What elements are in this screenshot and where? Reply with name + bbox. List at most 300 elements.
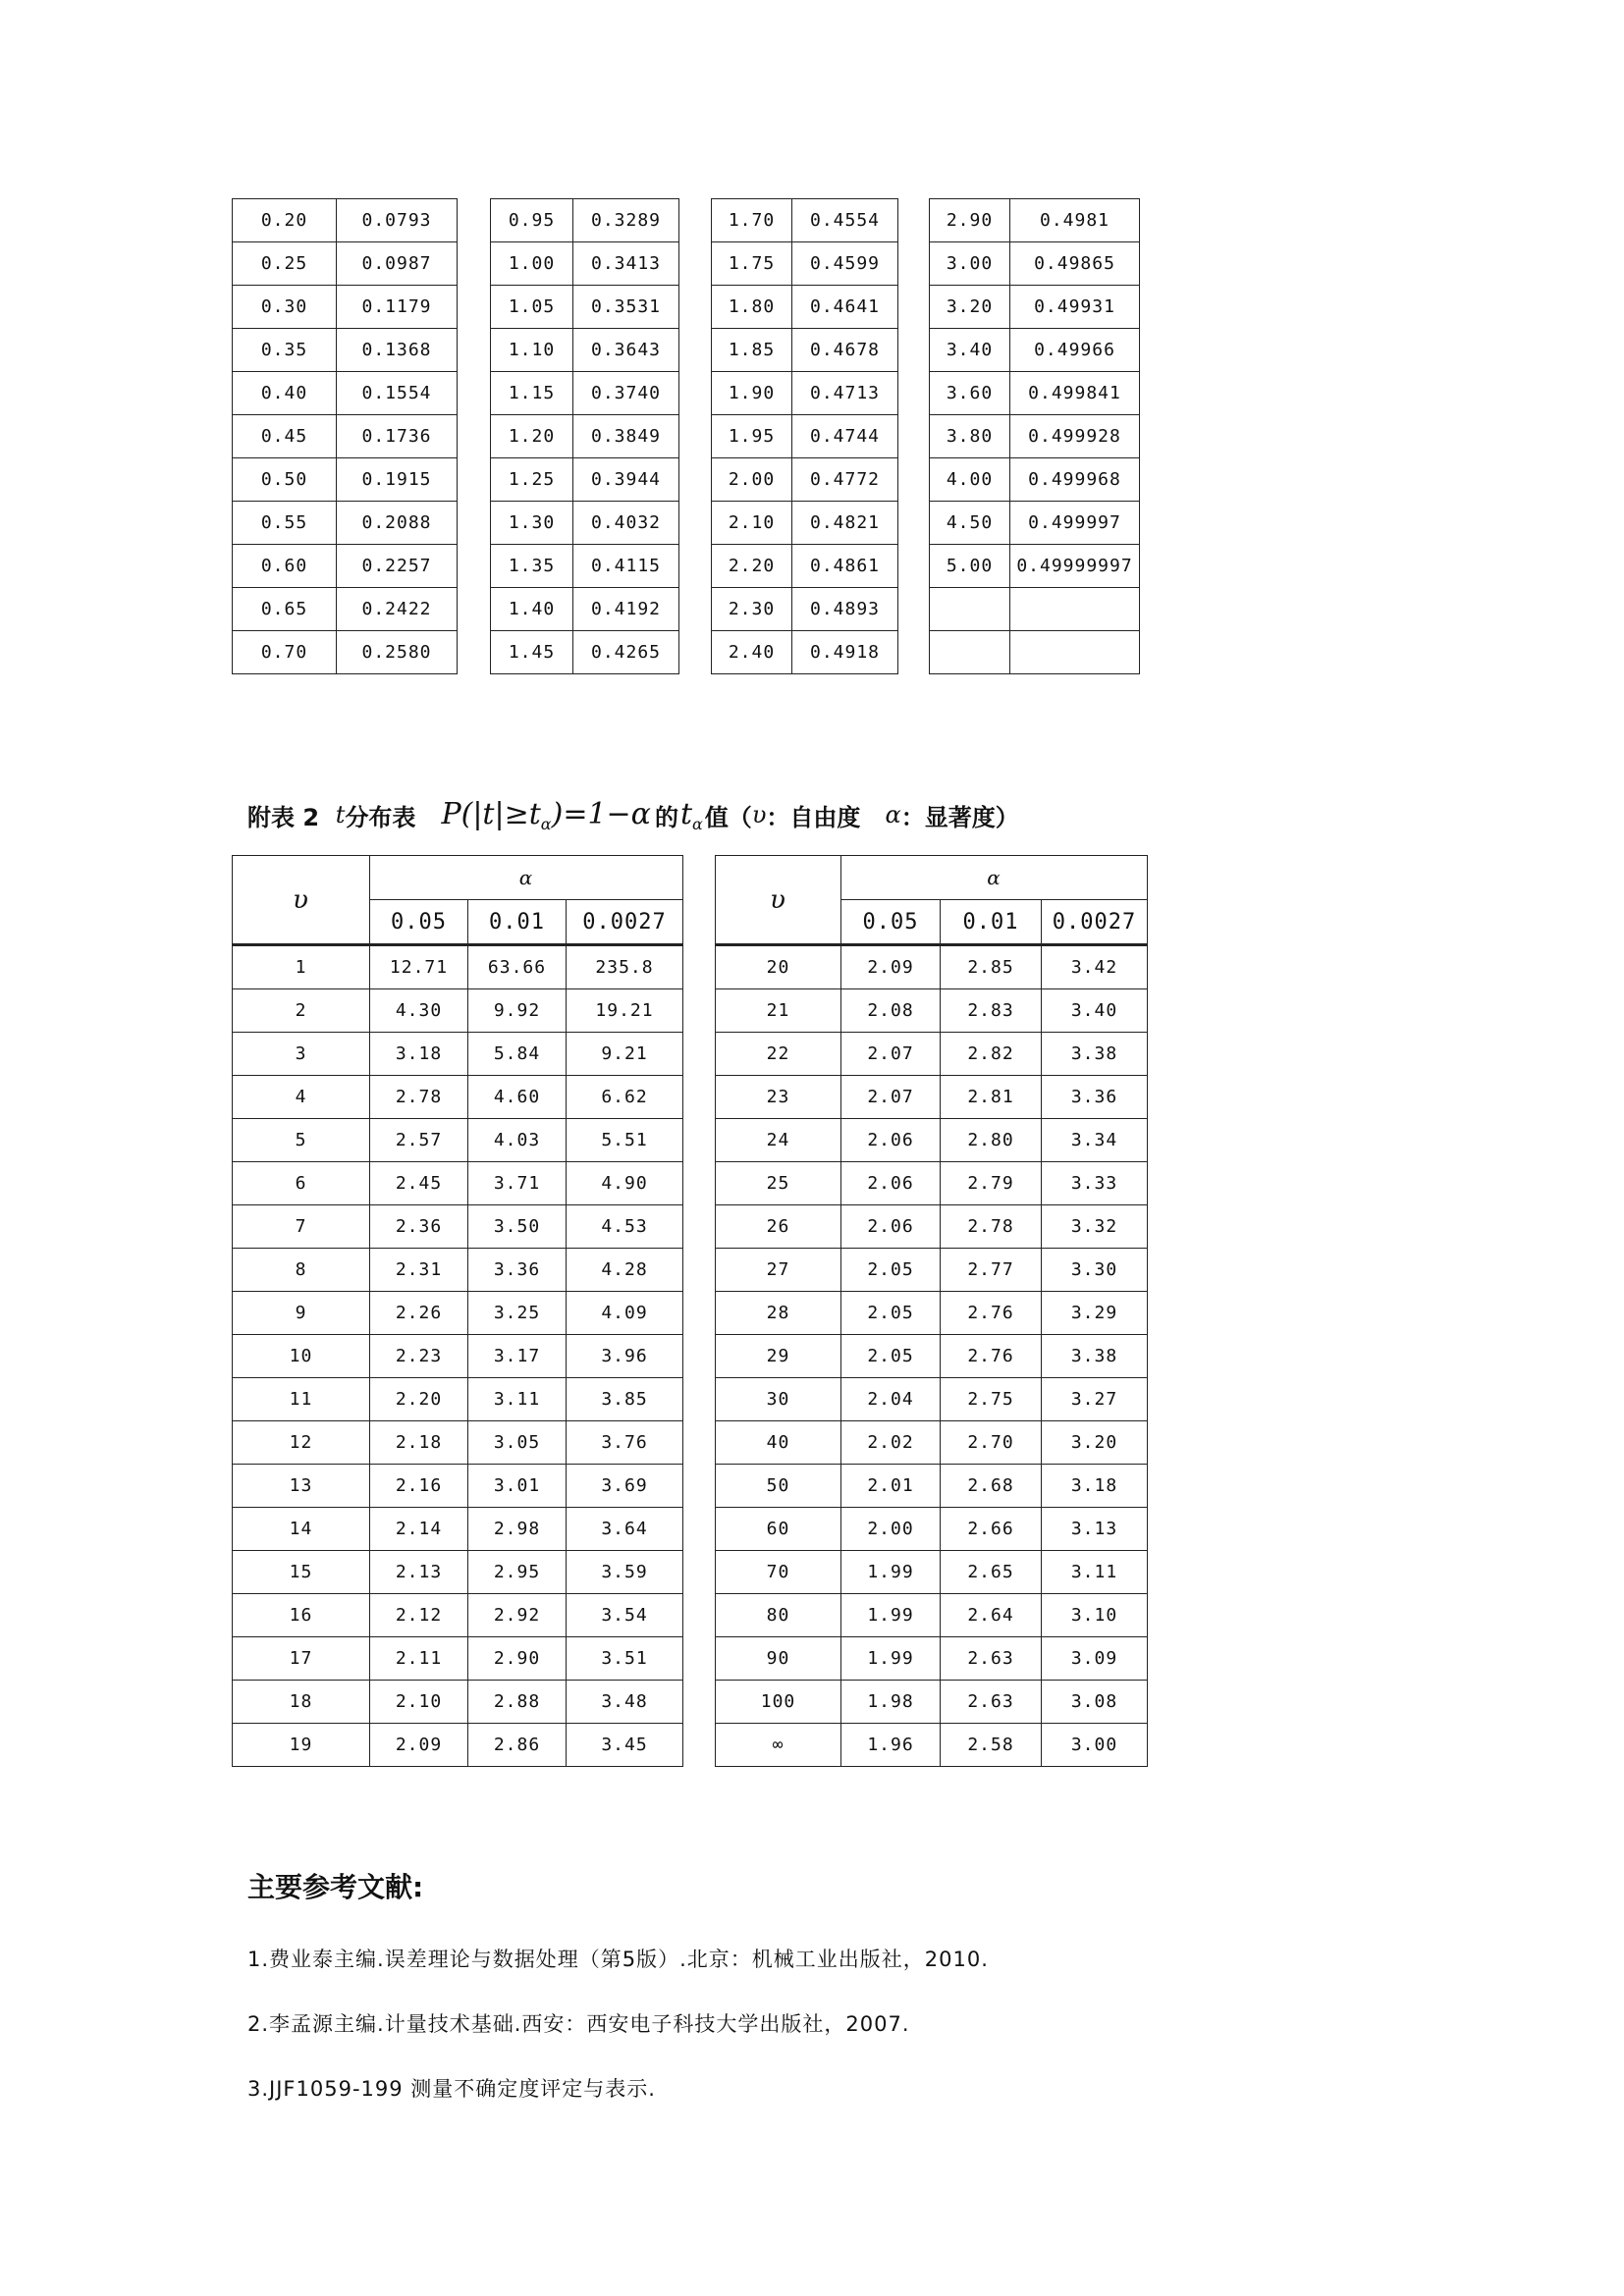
- table-row: [233, 1421, 1148, 1465]
- z-value-cell: 0.20: [233, 199, 337, 242]
- references-heading: 主要参考文献:: [247, 1871, 424, 1903]
- t-value-cell: 3.25: [468, 1292, 567, 1335]
- probability-cell: 0.4115: [573, 545, 679, 588]
- dof-cell: 7: [233, 1205, 370, 1249]
- z-value-cell: 0.65: [233, 588, 337, 631]
- caption-title: 分布表: [345, 803, 416, 831]
- t-value-cell: 4.60: [468, 1076, 567, 1119]
- table-separator: [458, 458, 491, 502]
- probability-cell: 0.4744: [792, 415, 898, 458]
- dof-cell: 8: [233, 1249, 370, 1292]
- probability-cell: 0.4772: [792, 458, 898, 502]
- dof-cell: 5: [233, 1119, 370, 1162]
- z-value-cell: [930, 588, 1010, 631]
- z-value-cell: 1.40: [491, 588, 573, 631]
- t-value-cell: 3.36: [468, 1249, 567, 1292]
- z-value-cell: 4.50: [930, 502, 1010, 545]
- caption-value: 值（: [704, 803, 752, 831]
- t-value-cell: 3.18: [1042, 1465, 1148, 1508]
- caption-t: t: [335, 801, 346, 828]
- table-separator: [458, 631, 491, 674]
- t-value-cell: 1.99: [841, 1551, 941, 1594]
- t-value-cell: 3.51: [567, 1637, 683, 1681]
- alpha-header-left: α: [370, 856, 683, 900]
- t-value-cell: 2.76: [941, 1335, 1042, 1378]
- probability-cell: 0.4032: [573, 502, 679, 545]
- z-value-cell: 2.00: [712, 458, 792, 502]
- t-value-cell: 2.68: [941, 1465, 1042, 1508]
- table-row: [233, 1119, 1148, 1162]
- probability-cell: 0.3643: [573, 329, 679, 372]
- table-separator: [458, 286, 491, 329]
- probability-cell: 0.1179: [337, 286, 458, 329]
- t-value-cell: 4.90: [567, 1162, 683, 1205]
- dof-cell: 19: [233, 1724, 370, 1767]
- table-separator: [898, 372, 930, 415]
- t-value-cell: 2.06: [841, 1205, 941, 1249]
- t-value-cell: 2.45: [370, 1162, 468, 1205]
- dof-cell: 6: [233, 1162, 370, 1205]
- t-value-cell: 19.21: [567, 989, 683, 1033]
- t-value-cell: 3.50: [468, 1205, 567, 1249]
- z-value-cell: 1.45: [491, 631, 573, 674]
- table-row: [233, 1335, 1148, 1378]
- table-separator: [679, 242, 712, 286]
- t-value-cell: 2.88: [468, 1681, 567, 1724]
- table-separator: [898, 588, 930, 631]
- dof-cell: 16: [233, 1594, 370, 1637]
- probability-cell: 0.3944: [573, 458, 679, 502]
- t-value-cell: 2.64: [941, 1594, 1042, 1637]
- z-value-cell: 0.25: [233, 242, 337, 286]
- alpha-level-0.05-right: 0.05: [841, 900, 941, 945]
- t-value-cell: 2.83: [941, 989, 1042, 1033]
- table-row: [233, 1162, 1148, 1205]
- dof-cell: 9: [233, 1292, 370, 1335]
- formula-rest: )=1−α: [551, 796, 651, 831]
- dof-cell: 12: [233, 1421, 370, 1465]
- z-value-cell: 1.35: [491, 545, 573, 588]
- t-value-cell: 3.59: [567, 1551, 683, 1594]
- t-value-cell: 2.10: [370, 1681, 468, 1724]
- t-value-cell: 2.78: [370, 1076, 468, 1119]
- caption-de: 的: [654, 803, 678, 831]
- probability-cell: 0.49865: [1010, 242, 1140, 286]
- caption-alpha-desc: ：显著度）: [900, 803, 1019, 831]
- z-value-cell: 2.20: [712, 545, 792, 588]
- alpha-level-0.01-right: 0.01: [941, 900, 1042, 945]
- t-value-cell: 3.71: [468, 1162, 567, 1205]
- z-value-cell: 0.45: [233, 415, 337, 458]
- t-value-cell: 3.45: [567, 1724, 683, 1767]
- probability-cell: 0.1736: [337, 415, 458, 458]
- dof-cell: 90: [716, 1637, 841, 1681]
- t-value-cell: 1.99: [841, 1637, 941, 1681]
- z-value-cell: 5.00: [930, 545, 1010, 588]
- t-value-cell: 2.57: [370, 1119, 468, 1162]
- dof-cell: 18: [233, 1681, 370, 1724]
- t-value-cell: 2.86: [468, 1724, 567, 1767]
- table-separator: [679, 631, 712, 674]
- t-value-cell: 3.42: [1042, 945, 1148, 989]
- z-value-cell: 1.00: [491, 242, 573, 286]
- t-value-cell: 2.18: [370, 1421, 468, 1465]
- z-value-cell: 0.30: [233, 286, 337, 329]
- table-separator: [683, 1637, 716, 1681]
- t-value-cell: 3.96: [567, 1335, 683, 1378]
- dof-cell: 70: [716, 1551, 841, 1594]
- table-row: [233, 415, 1140, 458]
- t-value-cell: 12.71: [370, 945, 468, 989]
- t-value-cell: 2.65: [941, 1551, 1042, 1594]
- dof-cell: 11: [233, 1378, 370, 1421]
- z-value-cell: 0.50: [233, 458, 337, 502]
- table-separator: [683, 1681, 716, 1724]
- dof-cell: 2: [233, 989, 370, 1033]
- table-separator: [683, 1249, 716, 1292]
- probability-cell: [1010, 631, 1140, 674]
- z-value-cell: 1.90: [712, 372, 792, 415]
- table-separator: [683, 945, 716, 989]
- table-separator: [683, 1724, 716, 1767]
- t-value-cell: 4.53: [567, 1205, 683, 1249]
- t-value-cell: 2.16: [370, 1465, 468, 1508]
- reference-item-1: 1.费业泰主编.误差理论与数据处理（第5版）.北京：机械工业出版社，2010.: [247, 1948, 989, 1971]
- formula-sub: α: [540, 814, 552, 833]
- t-value-cell: 3.18: [370, 1033, 468, 1076]
- table-separator: [898, 329, 930, 372]
- table-separator: [683, 1465, 716, 1508]
- z-value-cell: 1.30: [491, 502, 573, 545]
- table-separator: [458, 502, 491, 545]
- z-value-cell: 3.20: [930, 286, 1010, 329]
- t-value-cell: 2.92: [468, 1594, 567, 1637]
- dof-cell: 10: [233, 1335, 370, 1378]
- z-value-cell: 1.10: [491, 329, 573, 372]
- alpha-level-0.0027-right: 0.0027: [1042, 900, 1148, 945]
- t-value-cell: 6.62: [567, 1076, 683, 1119]
- caption-nu-desc: ：自由度: [766, 803, 861, 831]
- t-value-cell: 3.34: [1042, 1119, 1148, 1162]
- t-value-cell: 2.70: [941, 1421, 1042, 1465]
- probability-cell: [1010, 588, 1140, 631]
- t-value-cell: 3.20: [1042, 1421, 1148, 1465]
- t-value-cell: 2.20: [370, 1378, 468, 1421]
- t-value-cell: 2.04: [841, 1378, 941, 1421]
- caption-sub2: α: [692, 814, 703, 833]
- t-value-cell: 235.8: [567, 945, 683, 989]
- table-row: [233, 989, 1148, 1033]
- t-value-cell: 2.02: [841, 1421, 941, 1465]
- table-row: [233, 1249, 1148, 1292]
- table-row: [233, 1637, 1148, 1681]
- probability-cell: 0.0987: [337, 242, 458, 286]
- t-value-cell: 3.36: [1042, 1076, 1148, 1119]
- z-value-cell: 1.70: [712, 199, 792, 242]
- table-separator: [458, 545, 491, 588]
- dof-cell: 22: [716, 1033, 841, 1076]
- t-value-cell: 2.63: [941, 1681, 1042, 1724]
- probability-cell: 0.0793: [337, 199, 458, 242]
- caption-nu: υ: [751, 801, 767, 828]
- table-separator: [679, 372, 712, 415]
- probability-cell: 0.4641: [792, 286, 898, 329]
- t-value-cell: 2.09: [841, 945, 941, 989]
- t-value-cell: 2.76: [941, 1292, 1042, 1335]
- table-row: [233, 588, 1140, 631]
- caption-alpha: α: [885, 801, 901, 828]
- t-value-cell: 3.76: [567, 1421, 683, 1465]
- z-value-cell: 1.75: [712, 242, 792, 286]
- probability-cell: 0.3531: [573, 286, 679, 329]
- t-value-cell: 2.00: [841, 1508, 941, 1551]
- table-separator: [898, 502, 930, 545]
- t-value-cell: 5.51: [567, 1119, 683, 1162]
- t-value-cell: 2.23: [370, 1335, 468, 1378]
- t-value-cell: 3.11: [1042, 1551, 1148, 1594]
- dof-cell: 30: [716, 1378, 841, 1421]
- t-value-cell: 2.05: [841, 1292, 941, 1335]
- t-value-cell: 2.07: [841, 1076, 941, 1119]
- caption-t2: t: [679, 796, 692, 831]
- z-value-cell: 2.40: [712, 631, 792, 674]
- table-separator: [898, 458, 930, 502]
- probability-cell: 0.2580: [337, 631, 458, 674]
- dof-cell: ∞: [716, 1724, 841, 1767]
- table-separator: [683, 1421, 716, 1465]
- dof-cell: 1: [233, 945, 370, 989]
- z-value-cell: 2.90: [930, 199, 1010, 242]
- table-row: [233, 1378, 1148, 1421]
- z-value-cell: 1.20: [491, 415, 573, 458]
- reference-item-3: 3.JJF1059-199 测量不确定度评定与表示.: [247, 2077, 656, 2101]
- probability-cell: 0.1915: [337, 458, 458, 502]
- t-value-cell: 2.31: [370, 1249, 468, 1292]
- t-value-cell: 2.98: [468, 1508, 567, 1551]
- table-separator: [898, 199, 930, 242]
- t-value-cell: 2.75: [941, 1378, 1042, 1421]
- probability-cell: 0.2088: [337, 502, 458, 545]
- dof-cell: 23: [716, 1076, 841, 1119]
- table-separator: [898, 631, 930, 674]
- caption-t-alpha: [680, 797, 703, 833]
- t-value-cell: 3.85: [567, 1378, 683, 1421]
- t-value-cell: 3.00: [1042, 1724, 1148, 1767]
- z-value-cell: 0.40: [233, 372, 337, 415]
- table-row: [233, 945, 1148, 989]
- table-separator: [898, 286, 930, 329]
- table-separator: [679, 545, 712, 588]
- z-value-cell: 2.10: [712, 502, 792, 545]
- t-value-cell: 3.27: [1042, 1378, 1148, 1421]
- table-separator: [458, 588, 491, 631]
- z-value-cell: 0.70: [233, 631, 337, 674]
- z-value-cell: 3.80: [930, 415, 1010, 458]
- probability-cell: 0.499968: [1010, 458, 1140, 502]
- t-value-cell: 2.07: [841, 1033, 941, 1076]
- t-value-cell: 2.80: [941, 1119, 1042, 1162]
- probability-cell: 0.3413: [573, 242, 679, 286]
- alpha-level-0.01: 0.01: [468, 900, 567, 945]
- z-value-cell: [930, 631, 1010, 674]
- t-value-cell: 3.09: [1042, 1637, 1148, 1681]
- t-value-cell: 2.79: [941, 1162, 1042, 1205]
- t-value-cell: 2.08: [841, 989, 941, 1033]
- dof-cell: 50: [716, 1465, 841, 1508]
- t-value-cell: 2.14: [370, 1508, 468, 1551]
- z-value-cell: 1.80: [712, 286, 792, 329]
- t-value-cell: 4.28: [567, 1249, 683, 1292]
- z-value-cell: 3.60: [930, 372, 1010, 415]
- t-value-cell: 3.48: [567, 1681, 683, 1724]
- table-row: [233, 199, 1140, 242]
- t-value-cell: 3.30: [1042, 1249, 1148, 1292]
- probability-cell: 0.499997: [1010, 502, 1140, 545]
- table-separator: [683, 1335, 716, 1378]
- dof-cell: 27: [716, 1249, 841, 1292]
- table-separator: [679, 286, 712, 329]
- dof-cell: 26: [716, 1205, 841, 1249]
- t-value-cell: 3.40: [1042, 989, 1148, 1033]
- table-row: [233, 1465, 1148, 1508]
- t-value-cell: 3.38: [1042, 1033, 1148, 1076]
- probability-cell: 0.4918: [792, 631, 898, 674]
- table-row: [233, 242, 1140, 286]
- probability-cell: 0.4821: [792, 502, 898, 545]
- probability-cell: 0.1368: [337, 329, 458, 372]
- t-value-cell: 5.84: [468, 1033, 567, 1076]
- t-value-cell: 2.82: [941, 1033, 1042, 1076]
- table-separator: [683, 1292, 716, 1335]
- t-value-cell: 3.13: [1042, 1508, 1148, 1551]
- t-value-cell: 2.63: [941, 1637, 1042, 1681]
- table-separator: [458, 372, 491, 415]
- dof-cell: 21: [716, 989, 841, 1033]
- dof-cell: 4: [233, 1076, 370, 1119]
- table-separator: [683, 1378, 716, 1421]
- table-row: [233, 1292, 1148, 1335]
- t-value-cell: 2.12: [370, 1594, 468, 1637]
- t-distribution-table: [232, 855, 1148, 1767]
- probability-cell: 0.4678: [792, 329, 898, 372]
- probability-cell: 0.2422: [337, 588, 458, 631]
- probability-cell: 0.4554: [792, 199, 898, 242]
- t-value-cell: 1.96: [841, 1724, 941, 1767]
- formula-main: P(|t|≥t: [441, 796, 541, 831]
- table-separator: [898, 415, 930, 458]
- table-row: [233, 1205, 1148, 1249]
- z-value-cell: 1.95: [712, 415, 792, 458]
- probability-cell: 0.3289: [573, 199, 679, 242]
- nu-header-right: υ: [716, 856, 841, 945]
- t-value-cell: 3.69: [567, 1465, 683, 1508]
- t-value-cell: 3.32: [1042, 1205, 1148, 1249]
- t-value-cell: 2.85: [941, 945, 1042, 989]
- table-row: [233, 372, 1140, 415]
- table-separator: [683, 856, 716, 945]
- table-separator: [679, 502, 712, 545]
- z-value-cell: 0.60: [233, 545, 337, 588]
- probability-cell: 0.49999997: [1010, 545, 1140, 588]
- t-value-cell: 3.29: [1042, 1292, 1148, 1335]
- t-value-cell: 3.17: [468, 1335, 567, 1378]
- table-separator: [683, 989, 716, 1033]
- table-row: [233, 545, 1140, 588]
- probability-cell: 0.4599: [792, 242, 898, 286]
- t-value-cell: 3.10: [1042, 1594, 1148, 1637]
- t-value-cell: 2.95: [468, 1551, 567, 1594]
- probability-cell: 0.3740: [573, 372, 679, 415]
- probability-cell: 0.3849: [573, 415, 679, 458]
- z-value-cell: 1.15: [491, 372, 573, 415]
- t-value-cell: 2.13: [370, 1551, 468, 1594]
- probability-cell: 0.1554: [337, 372, 458, 415]
- z-value-cell: 0.55: [233, 502, 337, 545]
- probability-cell: 0.499928: [1010, 415, 1140, 458]
- dof-cell: 17: [233, 1637, 370, 1681]
- probability-cell: 0.4981: [1010, 199, 1140, 242]
- table-separator: [679, 199, 712, 242]
- table-row: [233, 286, 1140, 329]
- z-value-cell: 3.40: [930, 329, 1010, 372]
- t-value-cell: 2.36: [370, 1205, 468, 1249]
- dof-cell: 100: [716, 1681, 841, 1724]
- probability-cell: 0.499841: [1010, 372, 1140, 415]
- t-value-cell: 2.90: [468, 1637, 567, 1681]
- z-value-cell: 3.00: [930, 242, 1010, 286]
- table-row: [233, 1508, 1148, 1551]
- alpha-level-0.0027: 0.0027: [567, 900, 683, 945]
- dof-cell: 28: [716, 1292, 841, 1335]
- table-separator: [458, 329, 491, 372]
- table-separator: [458, 199, 491, 242]
- dof-cell: 29: [716, 1335, 841, 1378]
- caption-prefix: 附表 2: [247, 803, 320, 831]
- t-value-cell: 2.77: [941, 1249, 1042, 1292]
- probability-cell: 0.49931: [1010, 286, 1140, 329]
- alpha-header-right: α: [841, 856, 1148, 900]
- t-value-cell: 3.05: [468, 1421, 567, 1465]
- reference-item-2: 2.李孟源主编.计量技术基础.西安：西安电子科技大学出版社，2007.: [247, 2012, 910, 2036]
- dof-cell: 13: [233, 1465, 370, 1508]
- nu-header-left: υ: [233, 856, 370, 945]
- table-row: [233, 502, 1140, 545]
- table-separator: [898, 545, 930, 588]
- t-value-cell: 3.33: [1042, 1162, 1148, 1205]
- table-separator: [458, 415, 491, 458]
- t-value-cell: 2.78: [941, 1205, 1042, 1249]
- z-value-cell: 1.25: [491, 458, 573, 502]
- table-separator: [679, 329, 712, 372]
- t-value-cell: 3.08: [1042, 1681, 1148, 1724]
- t-value-cell: 1.98: [841, 1681, 941, 1724]
- dof-cell: 24: [716, 1119, 841, 1162]
- table-row: [233, 1681, 1148, 1724]
- t-value-cell: 3.38: [1042, 1335, 1148, 1378]
- table-separator: [683, 1594, 716, 1637]
- z-value-cell: 0.95: [491, 199, 573, 242]
- table-row: [233, 1551, 1148, 1594]
- table-row: [233, 329, 1140, 372]
- table-row: [233, 1594, 1148, 1637]
- z-value-cell: 1.05: [491, 286, 573, 329]
- t-value-cell: 2.09: [370, 1724, 468, 1767]
- t-value-cell: 2.81: [941, 1076, 1042, 1119]
- probability-cell: 0.2257: [337, 545, 458, 588]
- dof-cell: 15: [233, 1551, 370, 1594]
- table-separator: [683, 1205, 716, 1249]
- z-value-cell: 0.35: [233, 329, 337, 372]
